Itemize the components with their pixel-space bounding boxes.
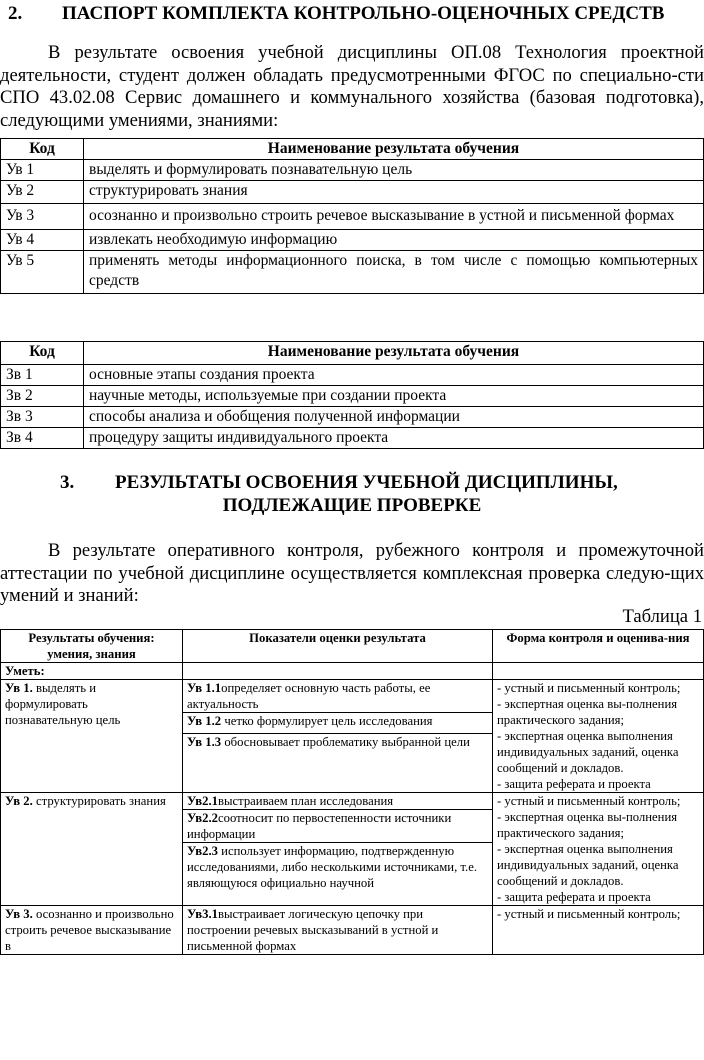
table-row xyxy=(1,251,704,294)
result-cell xyxy=(1,793,183,906)
result-cell xyxy=(1,680,183,793)
indicator-text: четко формулирует цель исследования xyxy=(221,714,433,728)
indicator xyxy=(183,713,492,734)
indicator-text: соотносит по первостепенности источники информации xyxy=(187,811,452,841)
indicator-code: Ув 1.3 xyxy=(187,735,222,749)
indicator-code: Ув 1.2 xyxy=(187,714,222,728)
indicators-cell xyxy=(183,680,493,793)
group-row xyxy=(1,663,704,680)
result-text: структурировать знания xyxy=(32,794,166,808)
indicator-code: Ув3.1 xyxy=(187,907,218,921)
indicator xyxy=(183,793,492,810)
indicator xyxy=(183,843,492,891)
forms-cell xyxy=(493,793,704,906)
section-2-intro: В результате освоения учебной дисциплины ОП.08 Технология проектной деятельности, студент должен обладать предусмотренными ФГОС по специально-сти СПО 43.02.08 Сервис домашнего и коммунального хозяйства (базовая подготовка), следующими умениями, знаниями: xyxy=(0,42,704,131)
column-header-name: Наименование результата обучения xyxy=(84,139,704,160)
section-3-intro: В результате оперативного контроля, рубежного контроля и промежуточной аттестации по учебной дисциплине осуществляется комплексная проверка следую-щих умений и знаний: xyxy=(0,540,704,606)
indicator-text: выстраивает логическую цепочку при построении речевых высказываний в устной и письменной формах xyxy=(187,907,439,953)
form-item: - защита реферата и проекта xyxy=(497,890,651,904)
result-text: осознанно и произвольно строить речевое высказывание в xyxy=(5,907,174,953)
skill-text: применять методы информационного поиска, в том числе с помощью компьютерных средств xyxy=(84,251,704,294)
indicators-cell xyxy=(183,793,493,906)
result-code: Ув 3. xyxy=(5,907,33,921)
form-item: - защита реферата и проекта xyxy=(497,777,651,791)
form-item: - устный и письменный контроль; xyxy=(497,907,681,921)
skill-code: Ув 3 xyxy=(1,204,84,230)
indicator xyxy=(183,734,492,750)
skill-text: осознанно и произвольно строить речевое высказывание в устной и письменной формах xyxy=(84,204,704,230)
indicator-text: определяет основную часть работы, ее актуальность xyxy=(187,681,431,711)
knowledge-code: Зв 4 xyxy=(1,428,84,449)
table-header-row xyxy=(1,139,704,160)
table-row xyxy=(1,181,704,204)
empty-cell xyxy=(183,663,493,680)
knowledge-text: способы анализа и обобщения полученной информации xyxy=(84,407,704,428)
column-header-indicators: Показатели оценки результата xyxy=(183,630,493,663)
knowledge-code: Зв 1 xyxy=(1,365,84,386)
form-item: практического задания; xyxy=(497,826,624,840)
knowledge-table xyxy=(0,341,704,449)
skill-code: Ув 4 xyxy=(1,230,84,251)
skills-table xyxy=(0,138,704,294)
column-header-forms: Форма контроля и оценива-ния xyxy=(493,630,704,663)
column-header-results: Результаты обучения: умения, знания xyxy=(1,630,183,663)
section-3-number: 3. xyxy=(60,472,75,493)
indicator xyxy=(183,810,492,843)
empty-cell xyxy=(493,663,704,680)
knowledge-text: процедуру защиты индивидуального проекта xyxy=(84,428,704,449)
column-header-name: Наименование результата обучения xyxy=(84,342,704,365)
result-code: Ув 1. xyxy=(5,681,33,695)
section-3-title-line-2: ПОДЛЕЖАЩИЕ ПРОВЕРКЕ xyxy=(222,495,482,516)
section-3-title-line-1: РЕЗУЛЬТАТЫ ОСВОЕНИЯ УЧЕБНОЙ ДИСЦИПЛИНЫ, xyxy=(115,472,618,493)
indicator xyxy=(183,906,492,954)
forms-cell xyxy=(493,906,704,955)
indicator-text: использует информацию, подтвержденную исследованиями, либо несколькими источниками, т.е. являющуюся официально научной xyxy=(187,844,478,890)
indicator-code: Ув2.3 xyxy=(187,844,218,858)
form-item: - экспертная оценка выполнения индивидуальных заданий, оценка сообщений и докладов. xyxy=(497,842,679,888)
skill-code: Ув 2 xyxy=(1,181,84,204)
knowledge-code: Зв 3 xyxy=(1,407,84,428)
indicator xyxy=(183,680,492,713)
knowledge-text: научные методы, используемые при создании проекта xyxy=(84,386,704,407)
form-item: - экспертная оценка выполнения индивидуальных заданий, оценка сообщений и докладов. xyxy=(497,729,679,775)
result-cell xyxy=(1,906,183,955)
indicator-code: Ув2.1 xyxy=(187,794,218,808)
results-table xyxy=(0,629,704,955)
section-2-number: 2. xyxy=(8,3,23,24)
table-row xyxy=(1,386,704,407)
table-row xyxy=(1,365,704,386)
table-row xyxy=(1,230,704,251)
skill-text: извлекать необходимую информацию xyxy=(84,230,704,251)
table-header-row xyxy=(1,630,704,663)
indicators-cell xyxy=(183,906,493,955)
table-row xyxy=(1,204,704,230)
table-row xyxy=(1,160,704,181)
form-item: - экспертная оценка вы-полнения xyxy=(497,810,678,824)
table-caption: Таблица 1 xyxy=(622,606,702,627)
form-item: - экспертная оценка вы-полнения xyxy=(497,697,678,711)
section-2-title: ПАСПОРТ КОМПЛЕКТА КОНТРОЛЬНО-ОЦЕНОЧНЫХ СРЕДСТВ xyxy=(62,3,665,24)
table-header-row xyxy=(1,342,704,365)
knowledge-code: Зв 2 xyxy=(1,386,84,407)
indicator-text: выстраиваем план исследования xyxy=(217,794,394,808)
form-item: - устный и письменный контроль; xyxy=(497,794,681,808)
form-item: - устный и письменный контроль; xyxy=(497,681,681,695)
column-header-code: Код xyxy=(1,139,84,160)
group-label: Уметь: xyxy=(1,663,183,680)
form-item: практического задания; xyxy=(497,713,624,727)
skill-code: Ув 1 xyxy=(1,160,84,181)
table-row xyxy=(1,793,704,906)
indicator-text: обосновывает проблематику выбранной цели xyxy=(221,735,470,749)
table-row xyxy=(1,407,704,428)
skill-text: выделять и формулировать познавательную цель xyxy=(84,160,704,181)
table-row xyxy=(1,906,704,955)
result-code: Ув 2. xyxy=(5,794,33,808)
indicator-code: Ув2.2 xyxy=(187,811,218,825)
knowledge-text: основные этапы создания проекта xyxy=(84,365,704,386)
indicator-code: Ув 1.1 xyxy=(187,681,222,695)
forms-cell xyxy=(493,680,704,793)
skill-text: структурировать знания xyxy=(84,181,704,204)
table-row xyxy=(1,428,704,449)
table-row xyxy=(1,680,704,793)
skill-code: Ув 5 xyxy=(1,251,84,294)
result-text: выделять и формулировать познавательную цель xyxy=(5,681,121,727)
column-header-code: Код xyxy=(1,342,84,365)
